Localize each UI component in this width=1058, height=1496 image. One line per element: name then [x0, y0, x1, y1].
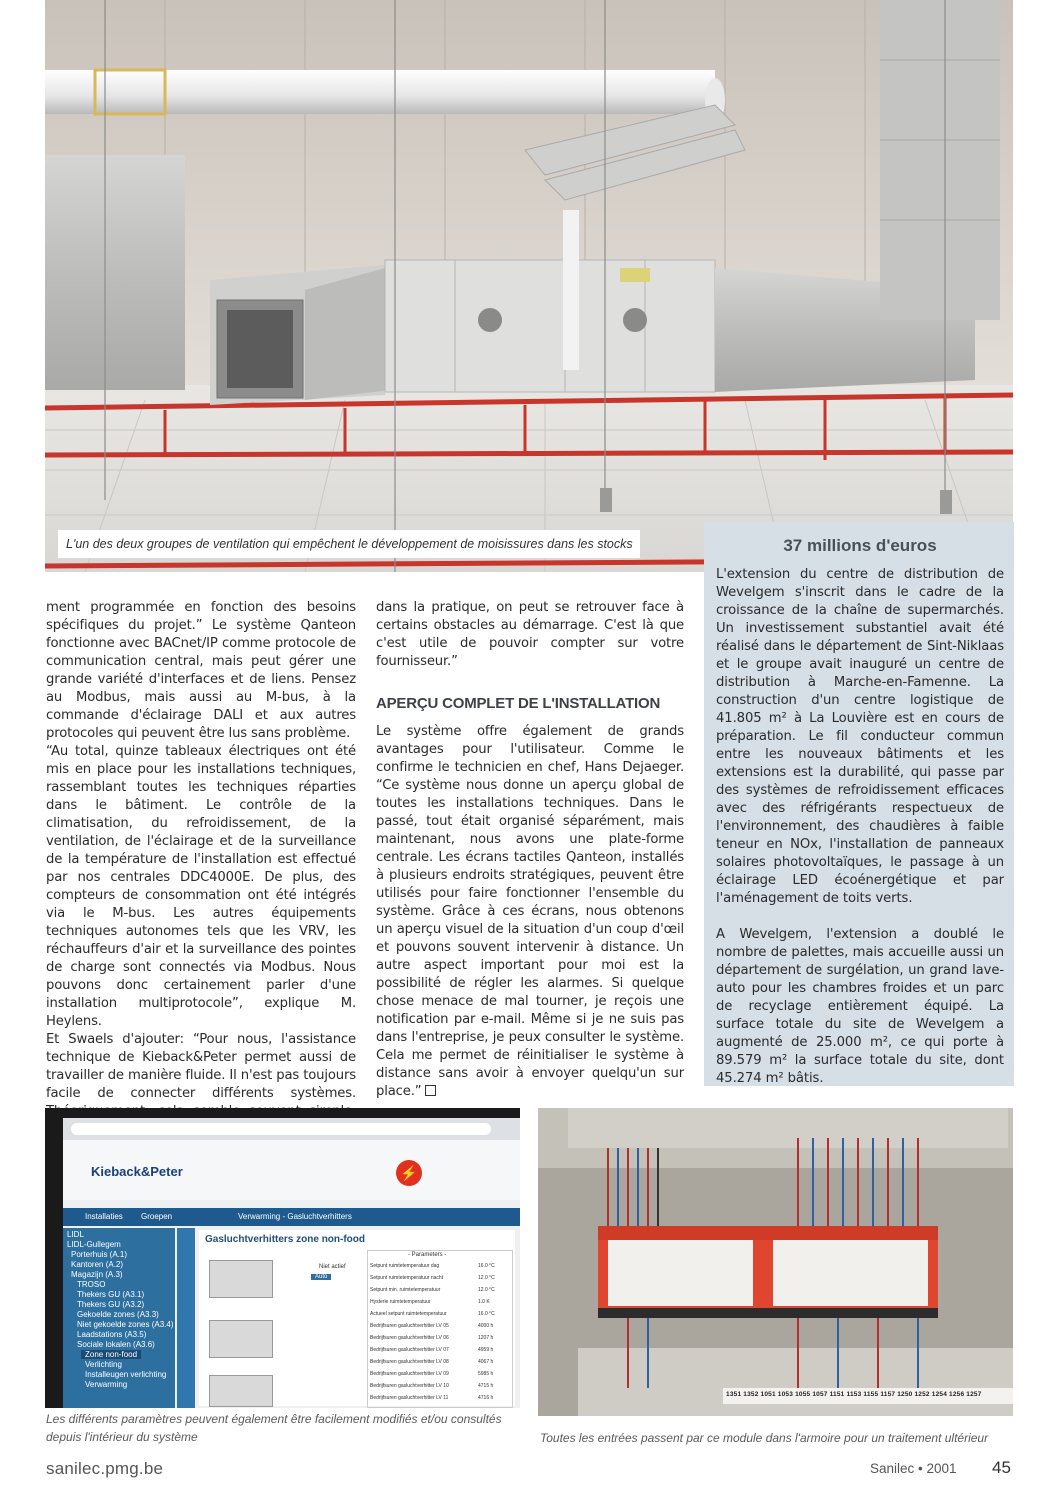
heater-image [209, 1260, 273, 1298]
tree-item[interactable]: Porterhuis (A.1) [71, 1250, 128, 1259]
param-label: Actueel setpunt ruimtetemperatuur [370, 1311, 447, 1317]
body-paragraph [376, 723, 684, 1101]
param-label: Bedrijfsuren gasluchtverhitter LV 05 [370, 1323, 449, 1329]
params-header: - Parameters - [408, 1252, 447, 1258]
param-label: Bedrijfsuren gasluchtverhitter LV 09 [370, 1371, 449, 1377]
brand-logo: Kieback&Peter [91, 1164, 183, 1179]
heater-image [209, 1320, 273, 1358]
top-photo [45, 0, 1013, 572]
tree-item[interactable]: Laadstations (A3.5) [77, 1330, 147, 1339]
tree-sidebar [63, 1228, 175, 1408]
tree-item[interactable]: Thekers GU (A3.1) [77, 1290, 145, 1299]
param-value[interactable]: 16.0 °C [478, 1311, 495, 1317]
param-label: Bedrijfsuren gasluchtverhitter LV 08 [370, 1359, 449, 1365]
ventilation-unit-photo [45, 0, 1013, 572]
article-column-1 [46, 599, 356, 1139]
sidebar-paragraph: L'extension du centre de distribution de Wevelgem s'inscrit dans le cadre de la croissance de la chaîne de supermarchés. Un investissement substantiel avait été réalisé dans le département de Sint-Niklaas et le groupe avait inauguré un centre de distribution à Marche-en-Famenne. La construction d'un centre logistique de 41.805 m² à La Louvière est en cours de préparation. Le fil conducteur commun entre les nouveaux bâtiments et les extensions est la durabilité, qui passe par des systèmes de refroidissement efficaces avec des réfrigérants respectueux de l'environnement, des chaudières à faible teneur en NOx, l'installation de panneaux solaires photovoltaïques, le passage à un éclairage LED écoénergétique et par l'aménagement de toits verts. [716, 567, 1004, 906]
tree-item[interactable]: Niet gekoelde zones (A3.4) [77, 1320, 174, 1329]
param-value[interactable]: 4000 h [478, 1323, 494, 1329]
param-label: Setpunt min. ruimtetemperatuur [370, 1287, 441, 1293]
io-module-illustration [538, 1108, 1013, 1416]
tree-item[interactable]: Thekers GU (A3.2) [77, 1300, 145, 1309]
heater-image [209, 1375, 273, 1407]
tree-item[interactable]: Sociale lokalen (A3.6) [77, 1340, 155, 1349]
screen-photo [45, 1108, 520, 1408]
article-column-2 [376, 599, 684, 1101]
param-value[interactable]: 12.0 °C [478, 1287, 495, 1293]
params-table [367, 1250, 513, 1408]
tree-item[interactable]: Gekoelde zones (A3.3) [77, 1310, 159, 1319]
tree-item[interactable]: Kantoren (A.2) [71, 1260, 124, 1269]
tree-item[interactable]: Installeugen verlichting [85, 1370, 167, 1379]
lightning-icon[interactable]: ⚡ [396, 1160, 422, 1186]
body-text: Le système offre également de grands avantages pour l'utilisateur. Comme le confirme le technicien en chef, Hans Dejaeger. “Ce système nous donne un aperçu global de toutes les installations techniques. Dans le passé, tout était organisé séparément, mais maintenant, nous avons une plate-forme centrale. Les écrans tactiles Qanteon, installés à plusieurs endroits stratégiques, peuvent être utilisés pour faire fonctionner l'ensemble du système. Grâce à ces écrans, nous obtenons un aperçu visuel de la situation d'un coup d'œil et pouvons souvent intervenir à distance. Un autre aspect important pour moi est la possibilité de régler les alarmes. Si quelque chose menace de mal tourner, je reçois une notification par e-mail. Même si je ne suis pas dans l'entreprise, je peux consulter le système. Cela me permet de réinitialiser le système à distance sans avoir à envoyer quelqu'un sur place.” [376, 724, 684, 1099]
body-paragraph: ment programmée en fonction des besoins spécifiques du projet.” Le système Qanteon fonctionne avec BACnet/IP comme protocole de communication central, mais peut gérer une grande variété d'interfaces et de liens. Pensez au Modbus, mais aussi au M-bus, à la commande d'éclairage DALI et aux autres protocoles qui peuvent être lus sans problème. [46, 600, 356, 741]
body-paragraph: Et Swaels d'ajouter: “Pour nous, l'assistance technique de Kieback&Peter permet aussi de travailler de manière fluide. Il n'est pas toujours facile de connecter différents systèmes. [46, 1032, 356, 1101]
param-label: Bedrijfsuren gasluchtverhitter LV 11 [370, 1395, 449, 1401]
terminal-labels: 1351 1352 1051 1053 1055 1057 1151 1153 1155 1157 1250 1252 1254 1256 1257 [726, 1391, 982, 1398]
monitor-screen [63, 1118, 520, 1408]
main-panel [199, 1230, 515, 1406]
param-label: Setpunt ruimtetemperatuur nacht [370, 1275, 444, 1281]
param-label: Bedrijfsuren gasluchtverhitter LV 07 [370, 1347, 449, 1353]
param-value[interactable]: 5985 h [478, 1371, 494, 1377]
param-value[interactable]: 1.0 K [478, 1299, 490, 1305]
page-number: 45 [992, 1458, 1011, 1477]
tab-installaties[interactable]: Installaties [85, 1212, 123, 1221]
param-value[interactable]: 4959 h [478, 1347, 494, 1353]
address-bar [71, 1123, 491, 1135]
param-label: Bedrijfsuren gasluchtverhitter LV 06 [370, 1335, 449, 1341]
top-photo-caption: L'un des deux groupes de ventilation qui empêchent le développement de moisissures dans les stocks [58, 530, 640, 558]
electrical-cabinet-photo [538, 1108, 1013, 1416]
tab-groepen[interactable]: Groepen [141, 1212, 173, 1221]
param-value[interactable]: 4716 h [478, 1395, 494, 1401]
sidebar-title: 37 millions d'euros [783, 536, 937, 555]
tree-item[interactable]: LIDL [67, 1230, 84, 1239]
sidebar-box [704, 522, 1014, 1086]
section-heading: APERÇU COMPLET DE L'INSTALLATION [376, 695, 661, 712]
param-label: Bedrijfsuren gasluchtverhitter LV 10 [370, 1383, 449, 1389]
param-value[interactable]: 4715 h [478, 1383, 494, 1389]
side-tabs [177, 1228, 195, 1408]
sidebar-paragraph: A Wevelgem, l'extension a doublé le nombre de palettes, mais accueille aussi un département de surgélation, un grand lave-auto pour les chambres froides et un parc de recyclage entièrement équipé. La surface totale du site de Wevelgem a augmenté de 25.000 m², ce qui porte à 89.579 m² la surface totale du site, dont 45.274 m² bâtis. [716, 927, 1004, 1086]
param-value[interactable]: 4067 h [478, 1359, 494, 1365]
tree-item[interactable]: TROSO [77, 1280, 106, 1289]
body-paragraph: “Au total, quinze tableaux électriques ont été mis en place pour les installations techniques, rassemblant toutes les techniques réparties dans le bâtiment. Le contrôle de la climatisation, du refroidissement, de la ventilation, de l'éclairage et de la surveillance de la température de l'installation est effectué par nos centrales DDC4000E. De plus, des compteurs de consommation ont été intégrés via le M-bus. Les autres équipements techniques autonomes tels que les VRV, les réchauffeurs d'air et la surveillance des pointes de charge sont connectés via Modbus. Nous pouvons donc certainement parler d'une installation multiprotocole”, explique M. Heylens. [46, 744, 356, 1029]
tree-item[interactable]: LIDL-Gullegem [67, 1240, 121, 1249]
bottom-left-caption: Les différents paramètres peuvent également être facilement modifiés et/ou consultés depuis l'intérieur du système [46, 1412, 502, 1444]
param-label: Setpunt ruimtetemperatuur dag [370, 1263, 440, 1269]
footer-url[interactable]: sanilec.pmg.be [46, 1459, 164, 1478]
tree-item[interactable]: Magazijn (A.3) [71, 1270, 123, 1279]
param-value[interactable]: 12.0 °C [478, 1275, 495, 1281]
status-badge[interactable]: Auto [311, 1274, 331, 1280]
tree-item-selected[interactable]: Zone non-food [81, 1350, 141, 1359]
footer-magazine: Sanilec • 2001 [870, 1461, 957, 1476]
end-of-article-icon [425, 1085, 436, 1096]
panel-title: Gasluchtverhitters zone non-food [205, 1234, 366, 1245]
breadcrumb: Verwarming - Gasluchtverhitters [238, 1212, 352, 1221]
body-paragraph: dans la pratique, on peut se retrouver face à certains obstacles au démarrage. C'est là que c'est utile de pouvoir compter sur votre fournisseur.” [376, 600, 684, 669]
tree-item[interactable]: Verwarming [85, 1380, 128, 1389]
tree-item[interactable]: Verlichting [85, 1360, 122, 1369]
param-value[interactable]: 16.0 °C [478, 1263, 495, 1269]
bottom-right-caption: Toutes les entrées passent par ce module dans l'armoire pour un traitement ultérieur [540, 1431, 989, 1445]
status-text: Niet actief [319, 1264, 346, 1270]
param-value[interactable]: 1207 h [478, 1335, 494, 1341]
param-label: Hysterie ruimtetemperatuur [370, 1299, 431, 1305]
